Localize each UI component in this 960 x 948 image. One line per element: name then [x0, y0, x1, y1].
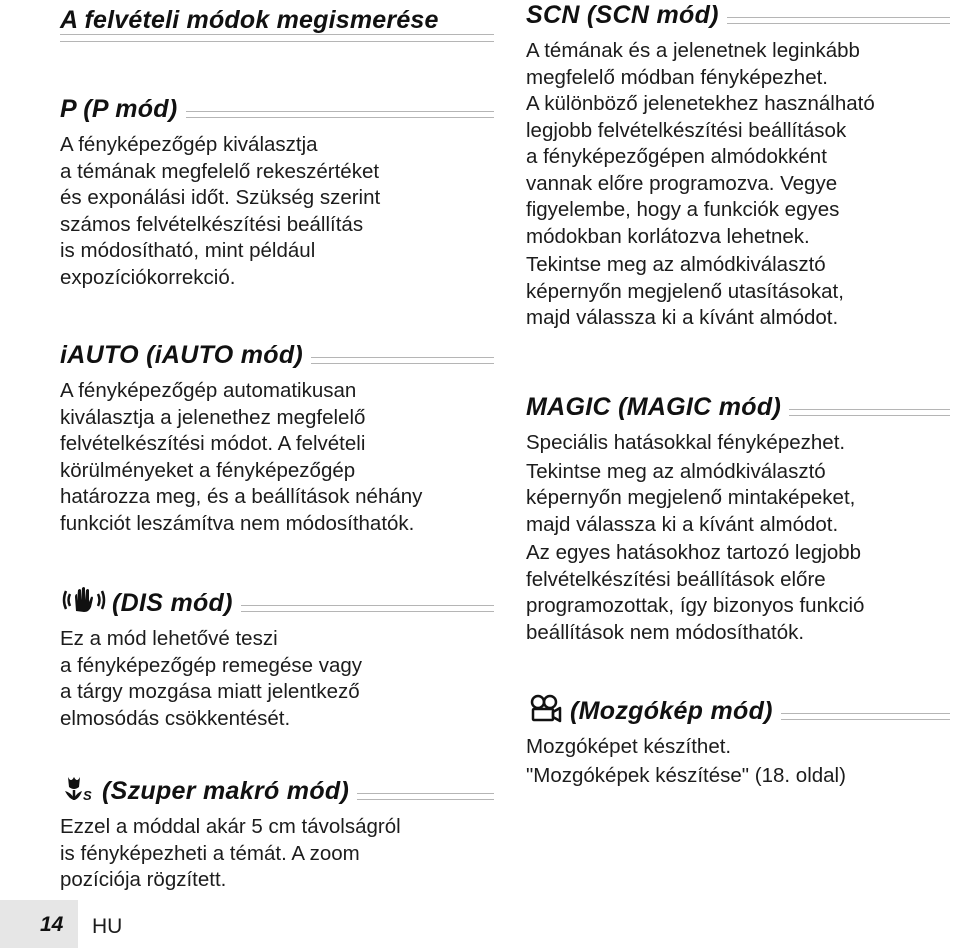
section-body: [60, 378, 494, 537]
paragraph: "Mozgóképek készítése" (18. oldal): [526, 763, 846, 787]
section-heading: [60, 88, 494, 124]
section-title-wrap: [60, 585, 241, 618]
section-dis-mode: [60, 582, 494, 734]
section-title: (DIS mód): [112, 589, 233, 617]
paragraph: Speciális hatásokkal fényképezhet.: [526, 431, 846, 454]
section-title-wrap: [60, 773, 357, 806]
section-title: (Mozgókép mód): [570, 697, 773, 725]
paragraph: A fényképezőgép kiválasztja a témának megfelelő rekeszértéket és exponálási időt. Szükség szerint számos felvételkészítési beállítás is módosítható, mint például expozíciókorrekció.: [60, 133, 381, 289]
super-macro-flower-icon: [60, 773, 98, 803]
paragraph: Ez a mód lehetővé teszi a fényképezőgép remegése vagy a tárgy mozgása miatt jelentkező elmosódás csökkentését.: [60, 627, 363, 730]
section-body: [60, 132, 494, 291]
paragraph: Ezzel a móddal akár 5 cm távolságról is fényképezheti a témát. A zoom pozíciója rögzített.: [60, 815, 401, 891]
page-title-rule: [60, 34, 494, 42]
section-magic-mode: [526, 386, 950, 648]
section-heading: [526, 690, 950, 726]
paragraph: A fényképezőgép automatikusan kiválasztja a jelenethez megfelelő felvételkészítési módot. A felvételi körülményeket a fényképezőgép határozza meg, és a beállítások néhány funkciót leszámítva nem módosíthatók.: [60, 379, 423, 535]
paragraph: Tekintse meg az almódkiválasztó képernyőn megjelenő utasításokat, majd válassza ki a kívánt almódot.: [526, 253, 844, 329]
section-scn-mode: [526, 0, 950, 334]
svg-text:S: S: [83, 788, 92, 803]
section-p-mode: [60, 88, 494, 293]
section-movie-mode: [526, 690, 950, 791]
hand-shake-icon: [60, 585, 108, 615]
page-number: 14: [40, 913, 64, 936]
section-body: [526, 38, 950, 332]
section-heading: [526, 0, 950, 30]
paragraph: A témának és a jelenetnek leginkább megfelelő módban fényképezhet. A különböző jelenetekhez használható legjobb felvételkészítési beállítások a fényképezőgépen almódokként vannak előre programozva. Vegye figyelembe, hogy a funkciók egyes módokban korlátozva lehetnek.: [526, 39, 875, 248]
section-super-macro-mode: [60, 770, 494, 896]
section-body: [526, 430, 950, 646]
section-heading: [60, 770, 494, 806]
section-title: P (P mód): [60, 95, 186, 124]
section-title: iAUTO (iAUTO mód): [60, 341, 311, 370]
section-heading: [526, 386, 950, 422]
paragraph: Az egyes hatásokhoz tartozó legjobb felvételkészítési beállítások előre programozottak, így bizonyos funkció beállítások nem módosíthatók.: [526, 541, 865, 644]
section-title-wrap: [526, 693, 781, 726]
section-heading: [60, 582, 494, 618]
section-body: [60, 814, 494, 894]
section-heading: [60, 334, 494, 370]
page-number-box: [0, 900, 78, 948]
section-title: MAGIC (MAGIC mód): [526, 393, 789, 422]
paragraph: Tekintse meg az almódkiválasztó képernyőn megjelenő mintaképeket, majd válassza ki a kívánt almódot.: [526, 459, 856, 536]
section-iauto-mode: [60, 334, 494, 539]
section-title: (Szuper makró mód): [102, 777, 350, 805]
section-body: [526, 734, 950, 789]
paragraph: Mozgóképet készíthet.: [526, 735, 732, 758]
section-body: [60, 626, 494, 732]
page-title: A felvételi módok megismerése: [60, 6, 439, 34]
language-code: HU: [92, 915, 123, 938]
movie-camera-icon: [526, 693, 566, 723]
section-title: SCN (SCN mód): [526, 1, 727, 30]
